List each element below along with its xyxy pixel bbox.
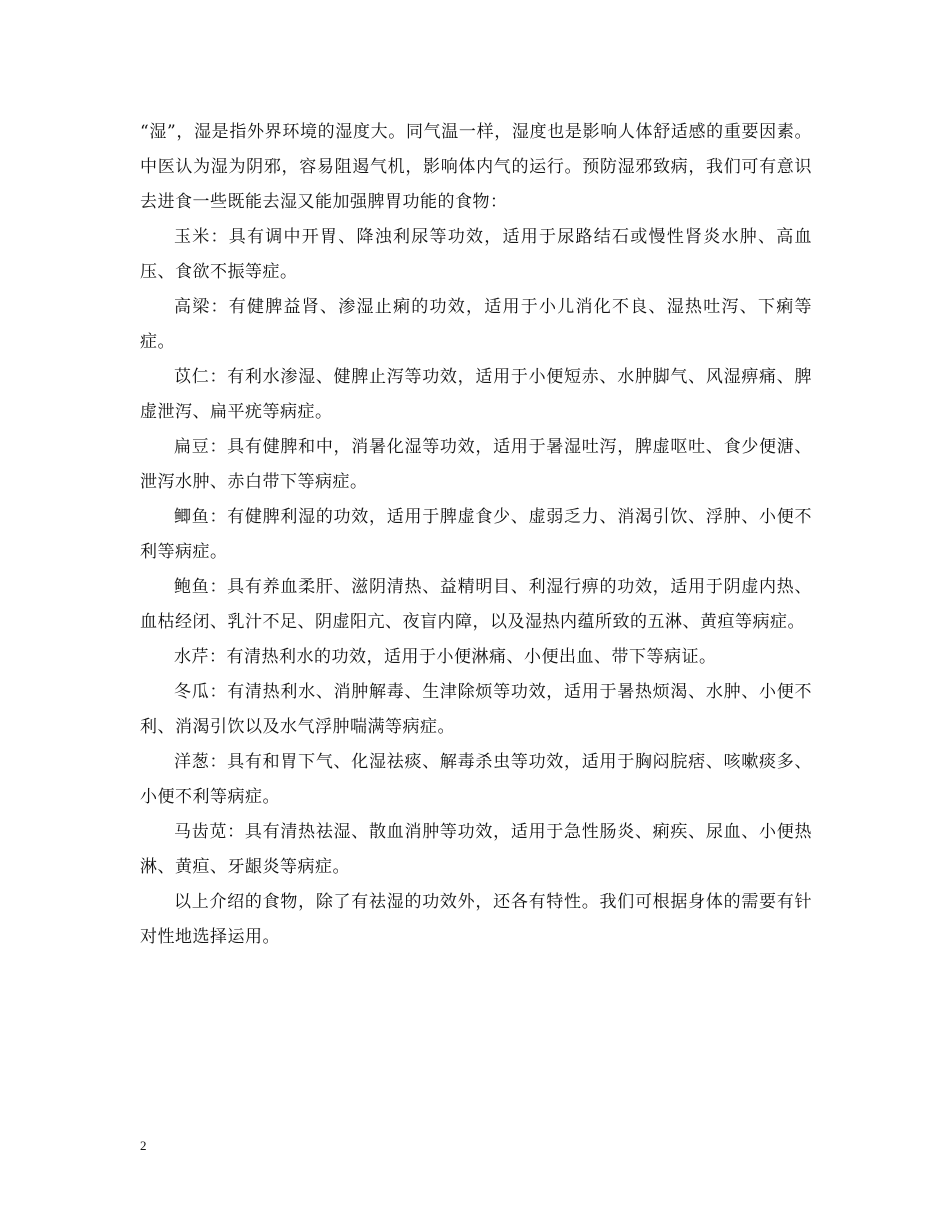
paragraph-sorghum: 高梁：有健脾益肾、渗湿止痢的功效，适用于小儿消化不良、湿热吐泻、下痢等症。 bbox=[140, 297, 812, 352]
paragraph-coix-seed: 苡仁：有利水渗湿、健脾止泻等功效，适用于小便短赤、水肿脚气、风湿痹痛、脾虚泄泻、扁平疣等病症。 bbox=[140, 367, 812, 422]
paragraph-water-celery: 水芹：有清热利水的功效，适用于小便淋痛、小便出血、带下等病证。 bbox=[174, 647, 717, 667]
paragraph-purslane: 马齿苋：具有清热祛湿、散血消肿等功效，适用于急性肠炎、痢疾、尿血、小便热淋、黄疸、牙龈炎等病症。 bbox=[140, 822, 812, 877]
paragraph-corn: 玉米：具有调中开胃、降浊利尿等功效，适用于尿路结石或慢性肾炎水肿、高血压、食欲不振等症。 bbox=[140, 227, 812, 282]
page-number: 2 bbox=[140, 1138, 147, 1153]
paragraph-crucian-carp: 鲫鱼：有健脾利湿的功效，适用于脾虚食少、虚弱乏力、消渴引饮、浮肿、小便不利等病症。 bbox=[140, 507, 812, 562]
paragraph-winter-melon: 冬瓜：有清热利水、消肿解毒、生津除烦等功效，适用于暑热烦渴、水肿、小便不利、消渴引饮以及水气浮肿喘满等病症。 bbox=[140, 682, 812, 737]
paragraph-intro: “湿”，湿是指外界环境的湿度大。同气温一样，湿度也是影响人体舒适感的重要因素。中医认为湿为阴邪，容易阻遏气机，影响体内气的运行。预防湿邪致病，我们可有意识去进食一些既能去湿又能加强脾胃功能的食物： bbox=[140, 122, 812, 212]
paragraph-lablab-bean: 扁豆：具有健脾和中，消暑化湿等功效，适用于暑湿吐泻，脾虚呕吐、食少便溏、泄泻水肿、赤白带下等病症。 bbox=[140, 437, 812, 492]
document-body bbox=[140, 115, 812, 955]
paragraph-abalone: 鲍鱼：具有养血柔肝、滋阴清热、益精明目、利湿行痹的功效，适用于阴虚内热、血枯经闭、乳汁不足、阴虚阳亢、夜盲内障，以及湿热内蕴所致的五淋、黄疸等病症。 bbox=[140, 577, 812, 632]
paragraph-conclusion: 以上介绍的食物，除了有祛湿的功效外，还各有特性。我们可根据身体的需要有针对性地选择运用。 bbox=[140, 892, 812, 947]
paragraph-onion: 洋葱：具有和胃下气、化湿祛痰、解毒杀虫等功效，适用于胸闷脘痞、咳嗽痰多、小便不利等病症。 bbox=[140, 752, 812, 807]
